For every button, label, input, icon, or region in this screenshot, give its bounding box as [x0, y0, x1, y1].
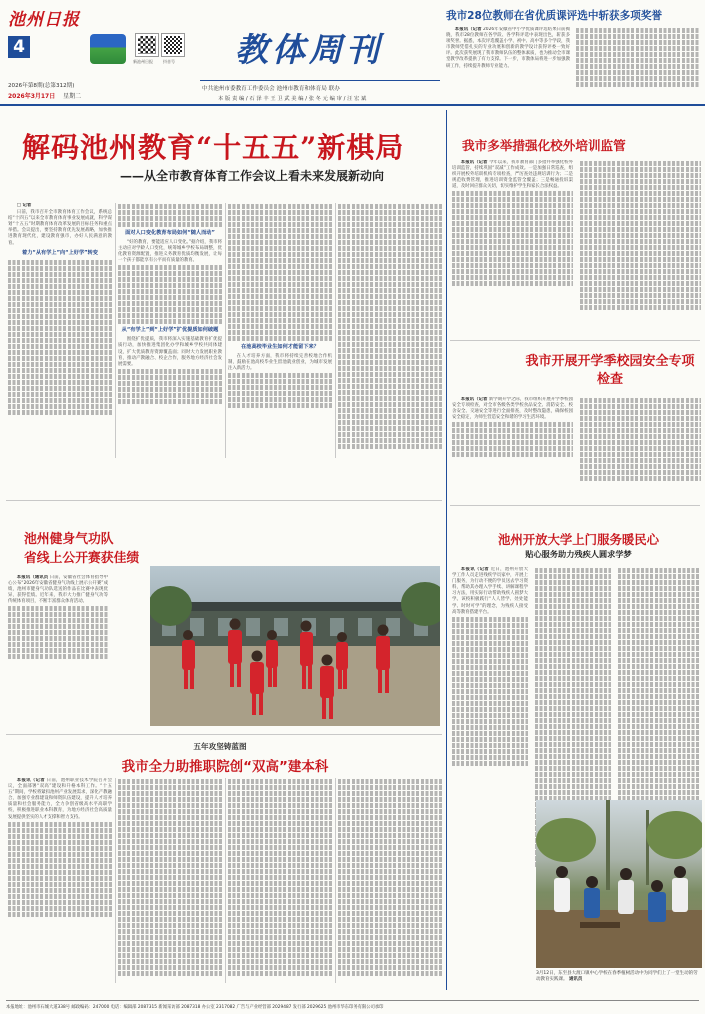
qr-code-1[interactable] — [136, 34, 158, 56]
top-right-body — [446, 27, 570, 97]
construction-text: 日前，池州职业技术学院召开会议，全面部署“双高”建设和升格本科工作。“十五五”期间，学校将紧扣池州产业发展需求，深化产教融合，加强专业群建设和师资队伍建设，提升人才培养质量和社会服务能力，全力争创省级高水平高职学校，积极推进职业本科教育，为地方经济社会高质量发展提供坚实的人才支撑和智力支持。 — [8, 778, 112, 820]
fitness-photo — [150, 566, 440, 726]
lead-text-2: “好的教育，要能适应人口变化。”据介绍，我市将主动应对学龄人口变化，统筹城乡学校布局调整，优化教育资源配置，推进义务教育优质均衡发展，让每一个孩子都能享有公平而有质量的教育。 — [118, 240, 222, 264]
lead-col-3 — [228, 203, 332, 463]
disabled-text: 近日，池州开放大学工作人员走进残疾学员家中，开展上门服务，为行动不便的学员送去学习资料，帮助其办理入学手续、讲解课程学习方法，用实际行动帮助残疾人圆梦大学。该校积极践行“人人皆学、处处能学、时时可学”的理念，为残疾人接受高等教育搭建平台。 — [452, 567, 528, 615]
supervision-text: 今年以来，我市教育部门多措并举强化校外培训监管，持续巩固“双减”工作成效。一是加强日常巡查，组织开展校外培训机构专项检查，严厉查处违规培训行为；二是规范收费管理，推进培训资金监管全覆盖；三是畅通投诉渠道，及时回应群众关切，切实维护学生和家长合法权益。 — [452, 160, 573, 190]
col-rule-4 — [115, 778, 116, 983]
construction-col-4 — [338, 778, 442, 988]
rule-left-1 — [6, 500, 442, 501]
date-line-1: 2026年第8期(总第312期) — [8, 83, 75, 89]
disabled-col-1 — [452, 567, 528, 887]
footer-printing: 池州市华东印务有限公司承印 — [327, 1005, 384, 1010]
qr-caption-1: 新池州日报 — [133, 59, 153, 64]
issue-weekday: 星期二 — [63, 93, 82, 100]
construction-kicker: 五年攻坚铸蓝图 — [193, 742, 247, 751]
lead-col-4 — [338, 203, 442, 463]
lead-col-2 — [118, 203, 222, 463]
construction-col-2 — [118, 778, 222, 988]
safety-col-2 — [580, 397, 701, 497]
supervision-col-1 — [452, 160, 573, 335]
planting-photo-scene — [536, 800, 702, 968]
supervision-title: 我市多举措强化校外培训监管 — [462, 138, 626, 153]
safety-byline: 本报讯（记者 — [460, 397, 488, 402]
footer-ads: 广告与产业经营部 2029487 — [236, 1005, 292, 1010]
top-right-body-2 — [576, 27, 700, 97]
disabled-subtitle: 贴心服务助力残疾人圆求学梦 — [525, 549, 632, 559]
footer-office: 办公室 2317082 — [201, 1005, 236, 1010]
disabled-byline: 本报讯（记者 — [460, 567, 489, 572]
footer-phone-editorial: 电话：编辑部 2087315 — [110, 1005, 157, 1010]
planting-caption-text: 3月12日，东至县大渡口镇中心学校在春季植树活动中为同学们上了一堂生动的劳动教育实践课。 — [536, 971, 698, 982]
lead-title: 解码池州教育“十五五”新棋局 — [22, 131, 405, 164]
rule-right-2 — [450, 505, 700, 506]
top-right-byline: 本报讯（记者 — [454, 27, 482, 32]
fitness-body — [8, 575, 108, 725]
fitness-byline: 本报讯（通讯员 — [16, 575, 49, 580]
district-logo — [90, 34, 126, 64]
planting-photo — [536, 800, 702, 968]
lead-section-1: 着力“从有学上”向“上好学”转变 — [22, 249, 98, 256]
col-rule-3 — [335, 203, 336, 458]
lead-section-2: 面对人口变化教育布局如何“随人而动” — [125, 230, 215, 236]
supervision-col-2 — [580, 160, 701, 335]
col-rule-1 — [115, 203, 116, 458]
planting-caption — [536, 971, 702, 983]
lead-section-4: 在池高校毕业生如何才能留下来？ — [241, 344, 319, 350]
rule-under-masthead — [0, 104, 705, 106]
footer-phone-news: 新闻采访部 2087318 — [158, 1005, 201, 1010]
paper-logo: 池州日报 — [8, 10, 80, 30]
lead-col-1 — [8, 203, 112, 463]
lead-subtitle: ——从全市教育体育工作会议上看未来发展新动向 — [120, 169, 385, 183]
issue-date — [8, 91, 81, 100]
construction-byline: 本报讯（记者 — [16, 778, 45, 783]
fitness-photo-scene — [150, 566, 440, 726]
planting-caption-credit: 通讯员 — [568, 977, 583, 982]
supervision-byline: 本报讯（记者 — [460, 160, 488, 165]
main-divider — [446, 110, 447, 990]
lead-section-3: 从“有学上”到“上好学”扩优提质如何破题 — [121, 327, 219, 334]
column-name: 教体周刊 — [235, 30, 383, 69]
construction-col-1 — [8, 778, 112, 988]
lead-byline: □ 记者 — [16, 203, 32, 208]
qr-code-2[interactable] — [162, 34, 184, 56]
rule-left-2 — [6, 734, 442, 735]
col-rule-2 — [225, 203, 226, 458]
footer — [6, 1000, 699, 1014]
safety-text: 新学期开学之际，我市组织开展开学季校园安全专项检查，对全市各级各类学校食品安全、消防安全、校舍安全、交通安全等进行全面排查，及时整改隐患，确保校园安全稳定，为师生营造安全和谐的学习生活环境。 — [452, 397, 573, 421]
construction-col-3 — [228, 778, 332, 988]
editors: 本 版 责 编 / 石 泽 丰 王 卫 武 美 编 / 张 冬 元 编 审 / 汪 宏 斌 — [218, 96, 367, 102]
lead-text-1: 日前，我市召开全市教育体育工作会议，系统总结“十四五”以来全市教育体育事业发展成就，科学谋划“十五五”时期教育体育改革发展的目标任务和重点举措。会议提出，要坚持教育优先发展战略，加快推进教育现代化，建设教育强市，办好人民满意的教育。 — [8, 210, 112, 246]
top-right-title: 我市28位教师在省优质课评选中斩获多项奖誉 — [446, 10, 663, 22]
safety-title: 我市开展开学季校园安全专项检查 — [525, 354, 695, 387]
organizers: 中共池州市委教育工作委员会 池州市教育和体育局 联办 — [202, 86, 340, 92]
fitness-title-2: 省线上公开赛获佳绩 — [24, 551, 140, 566]
col-rule-6 — [335, 778, 336, 983]
issue-date-value: 2026年3月17日 — [8, 93, 56, 100]
footer-distribution: 发行部 2029625 — [292, 1005, 327, 1010]
qr-caption-2: 抖音号 — [163, 59, 175, 64]
rule-right-1 — [450, 340, 700, 341]
safety-col-1 — [452, 397, 573, 497]
construction-title: 我市全力助推职院创“双高”建本科 — [121, 759, 329, 775]
top-right-text: 2026年安徽省中小学优质课评选结果日前揭晓，我市28位教师在各学段、各学科评选中表现出色，斩获多项奖誉。据悉，本次评选覆盖小学、初中、高中等多个学段，我市教师凭借扎实的专业功底和创新的教学设计获得评委一致好评。此次获奖展现了我市教师队伍的整体素质，也为推动全市课堂教学改革提供了有力支撑。下一步，市教体局将进一步加强教研工作，持续提升教师专业能力。 — [446, 27, 570, 69]
footer-postcode: 邮政编码：247000 — [71, 1005, 110, 1010]
col-rule-5 — [225, 778, 226, 983]
fitness-text: 日前，安徽省社会体育指导中心公布“2026年安徽省健身气功线上展示公开赛”成绩，池州市健身气功队选送的作品在比赛中表现优异，获得佳绩。近年来，我市大力推广健身气功等传统体育项目，不断丰富群众体育活动。 — [8, 575, 108, 605]
disabled-title: 池州开放大学上门服务暖民心 — [497, 532, 660, 547]
lead-text-4: 在人才培养方面，我市将持续完善校地合作机制，鼓励在池高校毕业生留池就业创业，为城市发展注入新活力。 — [228, 354, 332, 372]
footer-address: 本报地址：池州市石城大道338号 — [6, 1005, 71, 1010]
masthead-rule — [200, 80, 440, 81]
page-number: 4 — [8, 36, 30, 58]
lead-text-3: 围绕扩优提质，我市将深入实施基础教育扩优提质行动，加快推进集团化办学和城乡学校共同体建设，扩大优质教育资源覆盖面；同时大力发展职业教育，推动产教融合、校企合作，服务地方经济社会发展需要。 — [118, 337, 222, 367]
fitness-title-1: 池州健身气功队 — [24, 532, 114, 547]
